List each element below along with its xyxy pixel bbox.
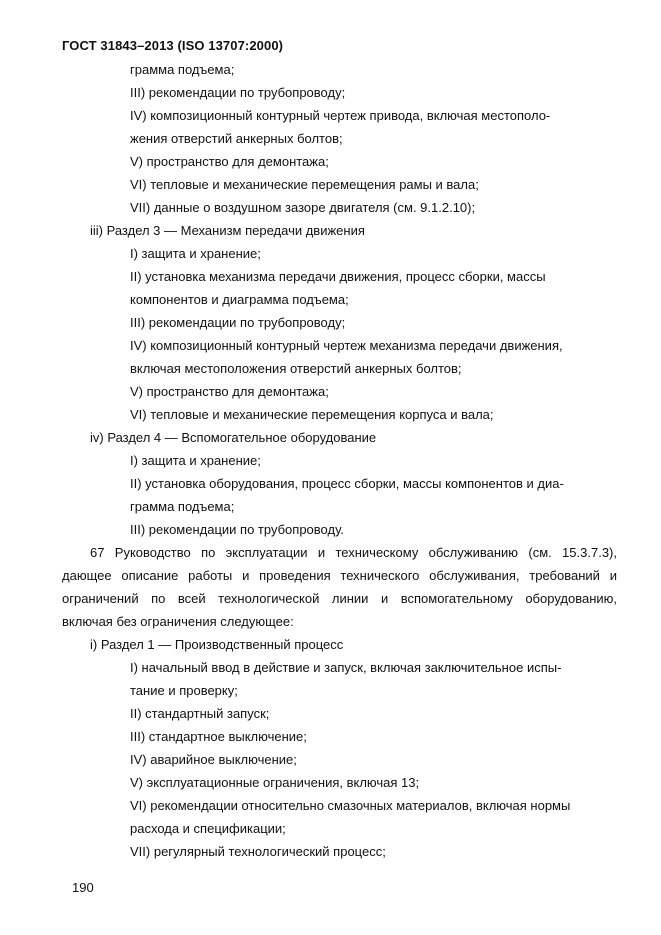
- text-line: VI) тепловые и механические перемещения рамы и вала;: [130, 177, 479, 192]
- text-line: грамма подъема;: [130, 62, 235, 77]
- text-line: III) рекомендации по трубопроводу;: [130, 85, 346, 100]
- text-line: IV) композиционный контурный чертеж привода, включая местополо-: [130, 108, 551, 123]
- page-number: 190: [72, 880, 94, 895]
- text-line: включая местоположения отверстий анкерных болтов;: [130, 361, 462, 376]
- text-line: V) эксплуатационные ограничения, включая 13;: [130, 775, 420, 790]
- text-line: V) пространство для демонтажа;: [130, 384, 329, 399]
- text-line: жения отверстий анкерных болтов;: [130, 131, 343, 146]
- text-line: III) рекомендации по трубопроводу;: [130, 315, 346, 330]
- text-line: VII) данные о воздушном зазоре двигателя (см. 9.1.2.10);: [130, 200, 476, 215]
- text-line: VI) тепловые и механические перемещения корпуса и вала;: [130, 407, 494, 422]
- text-line: включая без ограничения следующее:: [62, 614, 294, 629]
- text-line: III) рекомендации по трубопроводу.: [130, 522, 344, 537]
- text-line: III) стандартное выключение;: [130, 729, 307, 744]
- text-line: расхода и спецификации;: [130, 821, 286, 836]
- text-line: VI) рекомендации относительно смазочных материалов, включая нормы: [130, 798, 571, 813]
- text-line: VII) регулярный технологический процесс;: [130, 844, 386, 859]
- text-line: I) защита и хранение;: [130, 246, 261, 261]
- text-line: грамма подъема;: [130, 499, 235, 514]
- text-line: IV) аварийное выключение;: [130, 752, 297, 767]
- text-line: дающее описание работы и проведения технического обслуживания, требований и: [62, 568, 617, 583]
- text-line: iv) Раздел 4 — Вспомогательное оборудование: [90, 430, 377, 445]
- text-line: I) защита и хранение;: [130, 453, 261, 468]
- text-line: iii) Раздел 3 — Механизм передачи движения: [90, 223, 365, 238]
- text-line: II) стандартный запуск;: [130, 706, 270, 721]
- text-line: II) установка механизма передачи движения, процесс сборки, массы: [130, 269, 546, 284]
- document-header: ГОСТ 31843–2013 (ISO 13707:2000): [62, 38, 284, 53]
- text-line: IV) композиционный контурный чертеж механизма передачи движения,: [130, 338, 563, 353]
- text-line: i) Раздел 1 — Производственный процесс: [90, 637, 344, 652]
- text-line: ограничений по всей технологической линии и вспомогательному оборудованию,: [62, 591, 617, 606]
- text-line: 67 Руководство по эксплуатации и техническому обслуживанию (см. 15.3.7.3),: [90, 545, 617, 560]
- text-line: V) пространство для демонтажа;: [130, 154, 329, 169]
- document-body: [62, 58, 617, 863]
- text-line: тание и проверку;: [130, 683, 238, 698]
- text-line: II) установка оборудования, процесс сборки, массы компонентов и диа-: [130, 476, 564, 491]
- text-line: компонентов и диаграмма подъема;: [130, 292, 349, 307]
- text-line: I) начальный ввод в действие и запуск, включая заключительное испы-: [130, 660, 562, 675]
